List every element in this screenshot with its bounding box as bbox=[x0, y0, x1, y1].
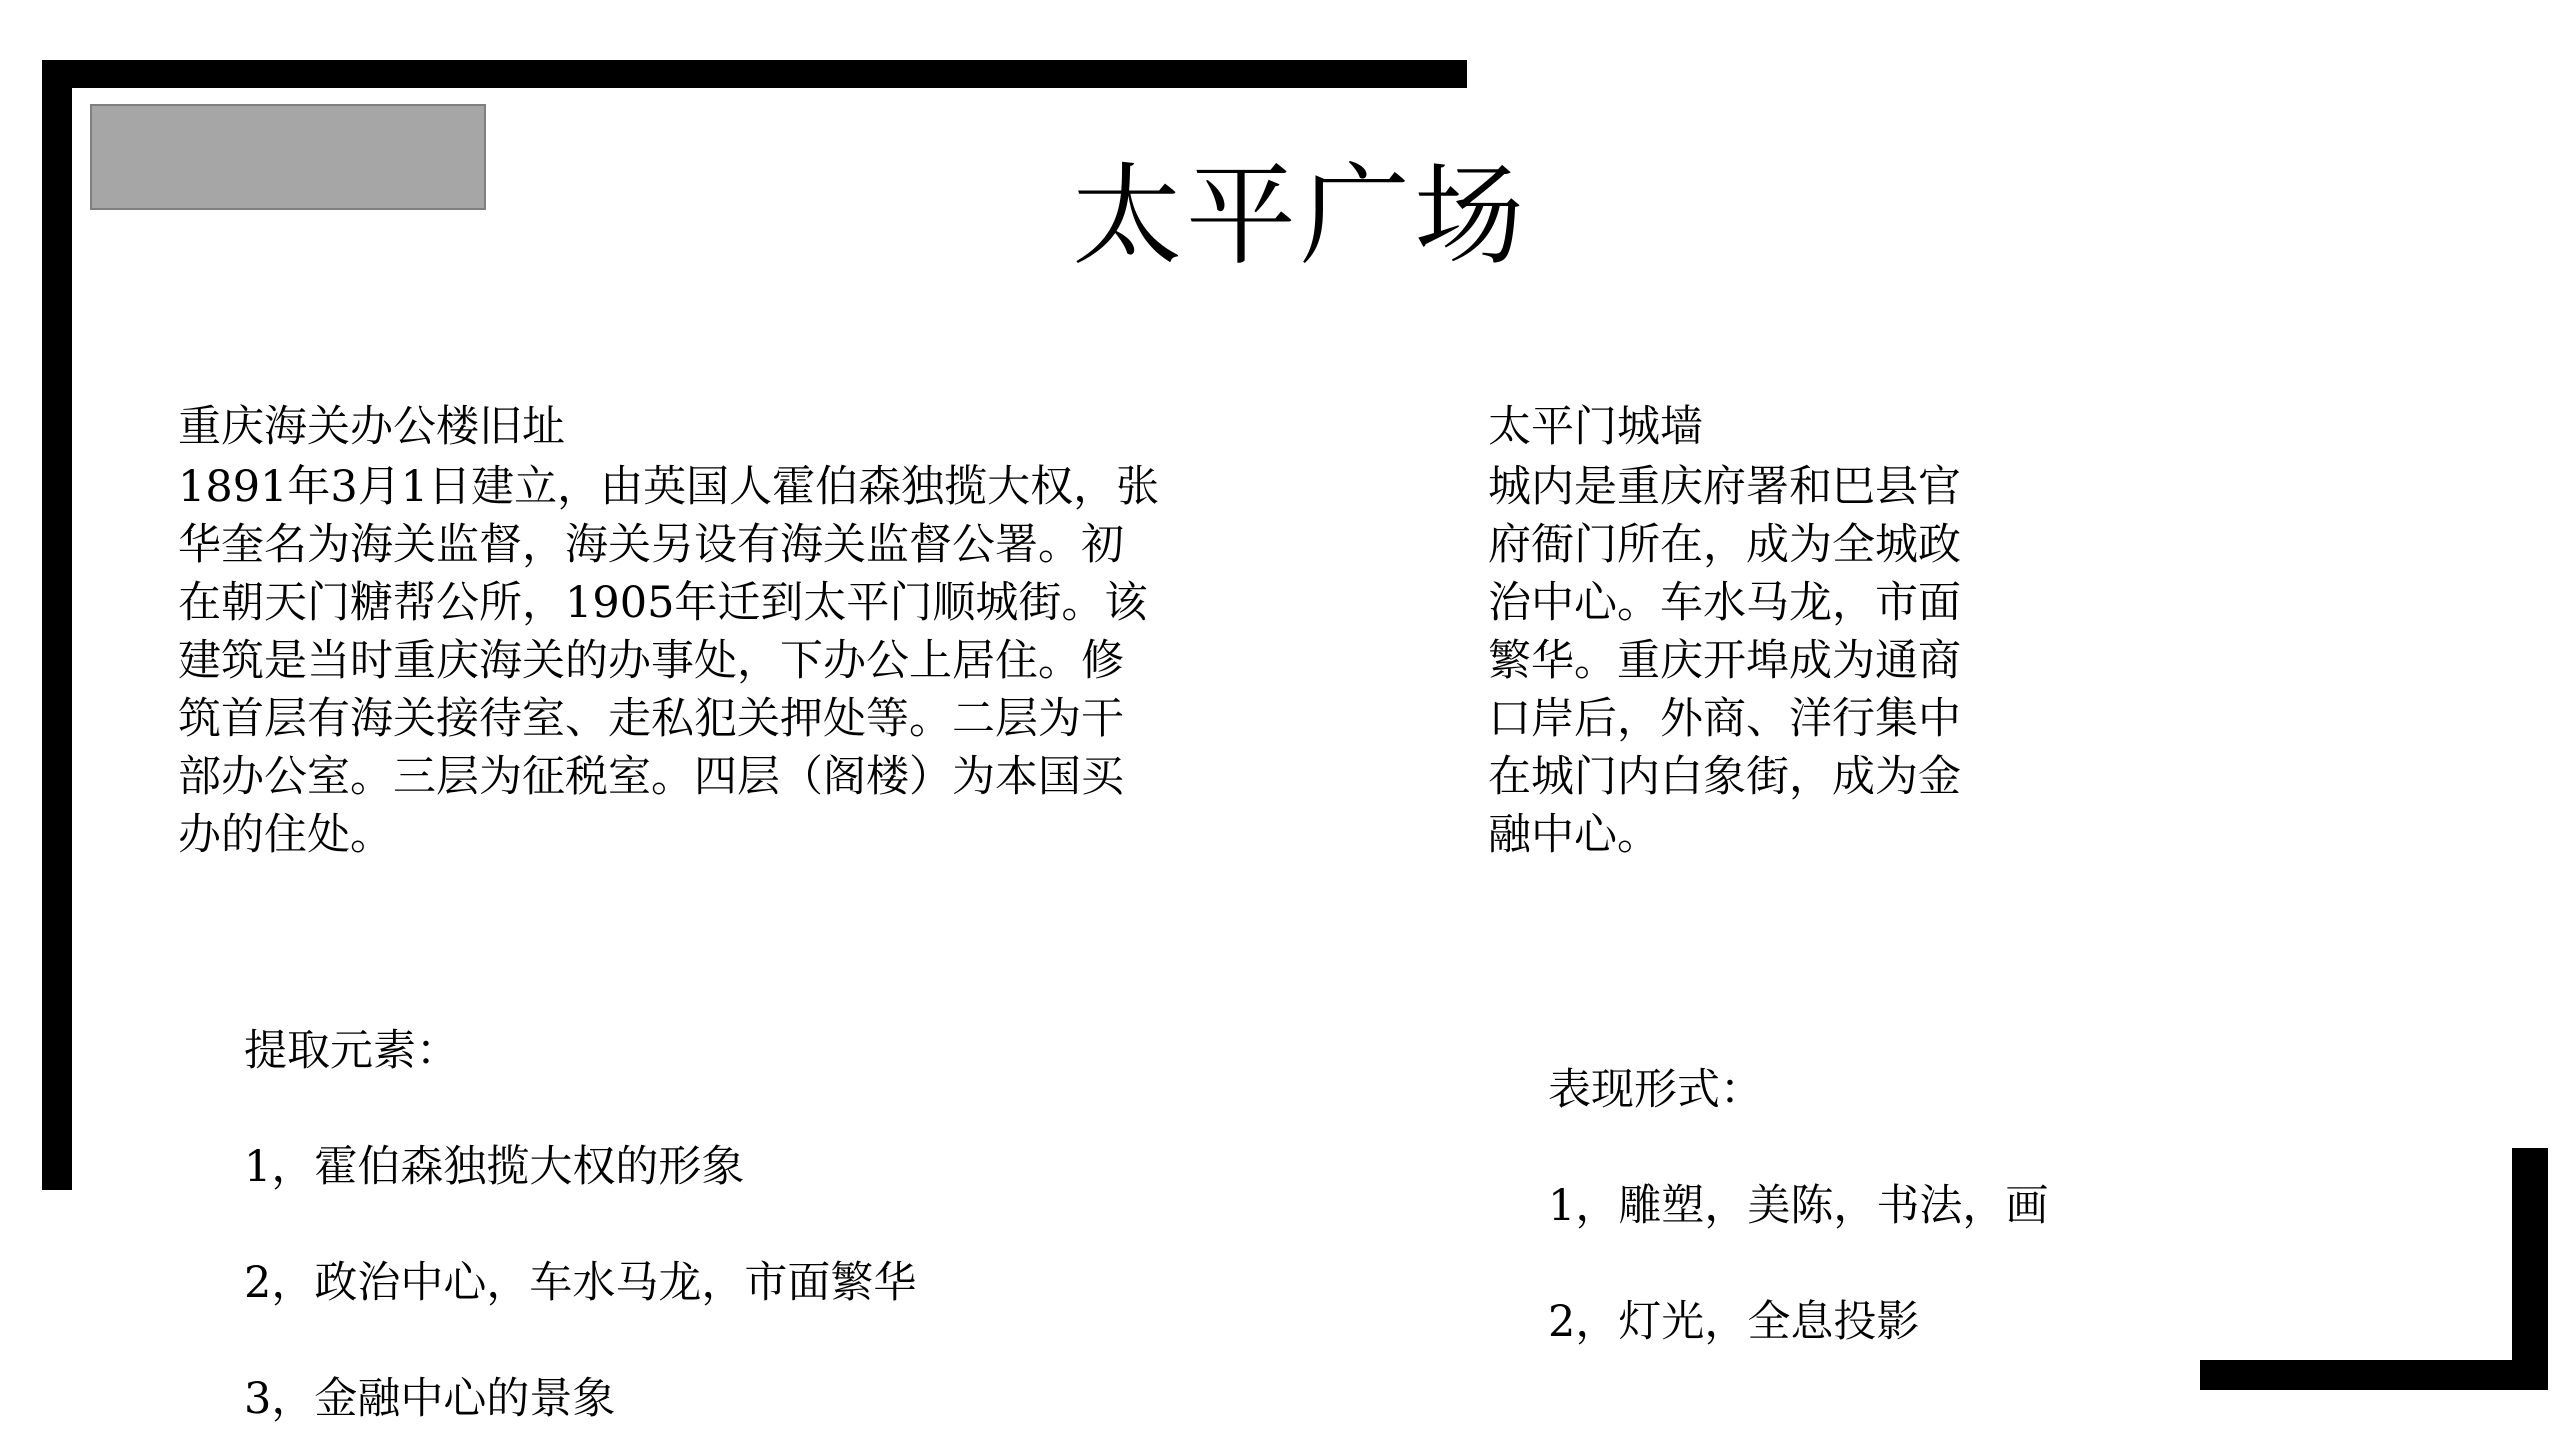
extracted-element-item-2: 2，政治中心，车水马龙，市面繁华 bbox=[244, 1258, 917, 1308]
slide-title: 太平广场 bbox=[1072, 152, 1528, 280]
expression-forms-heading: 表现形式： bbox=[1548, 1065, 1763, 1115]
extracted-elements-heading: 提取元素： bbox=[244, 1026, 459, 1076]
frame-corner-vertical-bar bbox=[2512, 1148, 2548, 1390]
extracted-element-item-3: 3，金融中心的景象 bbox=[244, 1374, 616, 1424]
right-column-heading: 太平门城墙 bbox=[1488, 402, 1703, 452]
extracted-elements-section bbox=[244, 964, 1144, 1440]
expression-forms-section bbox=[1548, 1003, 2448, 1409]
frame-top-bar bbox=[42, 60, 1467, 88]
left-column-body: 1891年3月1日建立，由英国人霍伯森独揽大权，张 华奎名为海关监督，海关另设有海关监督公署。初 在朝天门糖帮公所，1905年迁到太平门顺城街。该 建筑是当时重庆海关的办事处，下办公上居住。修 筑首层有海关接待室、走私犯关押处等。二层为干 部办公室。三层为征税室。四层（阁楼）为本国买 办的住处。 bbox=[178, 462, 1160, 860]
expression-form-item-1: 1，雕塑，美陈，书法，画 bbox=[1548, 1181, 2049, 1231]
right-column-body: 城内是重庆府署和巴县官 府衙门所在，成为全城政 治中心。车水马龙，市面 繁华。重庆开埠成为通商 口岸后，外商、洋行集中 在城门内白象街，成为金 融中心。 bbox=[1488, 462, 1961, 860]
expression-form-item-2: 2，灯光，全息投影 bbox=[1548, 1297, 1920, 1347]
extracted-element-item-1: 1，霍伯森独揽大权的形象 bbox=[244, 1142, 745, 1192]
left-column-heading: 重庆海关办公楼旧址 bbox=[178, 402, 565, 452]
